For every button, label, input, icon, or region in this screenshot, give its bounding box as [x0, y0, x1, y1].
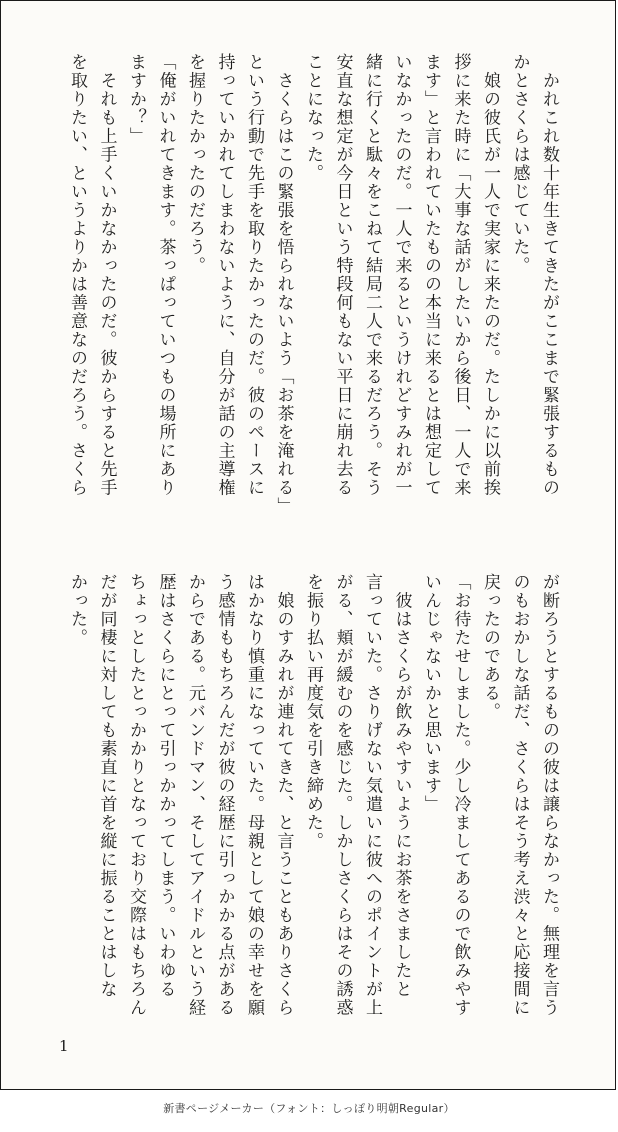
- page-number: 1: [59, 1037, 69, 1055]
- lower-text-block: [62, 573, 564, 1053]
- text-column: 緒に行くと駄々をこねて結局二人で来るだろう。そう: [362, 53, 382, 497]
- text-column: を握りたかったのだろう。: [185, 53, 205, 275]
- text-column: からである。元バンドマン、そしてアイドルという経: [185, 573, 205, 1017]
- text-column: 娘の彼氏が一人で実家に来たのだ。たしかに以前挨: [480, 53, 500, 497]
- text-column: を取りたい、というよりかは善意なのだろう。さくら: [67, 53, 87, 497]
- text-column: 「俺がいれてきます。茶っぱっていつもの場所にあり: [155, 53, 176, 497]
- text-column: いんじゃないかと思います」: [421, 573, 441, 814]
- text-column: 歴はさくらにとって引っかかってしまう。いわゆる: [155, 573, 176, 999]
- text-column: 彼はさくらが飲みやすいようにお茶をさましたと: [391, 573, 412, 999]
- text-column: ことになった。: [303, 53, 323, 183]
- text-column: かれこれ数十年生きてきたがここまで緊張するもの: [539, 53, 559, 497]
- footer-credit: 新書ページメーカー（フォント：しっぽり明朝Regular）: [163, 1102, 455, 1115]
- text-column: 安直な想定が今日という特段何もない平日に崩れ去る: [332, 53, 353, 497]
- text-column: 戻ったのである。: [480, 573, 500, 721]
- text-column: のもおかしな話だ、さくらはそう考え渋々と応接間に: [509, 573, 530, 1017]
- text-column: 娘のすみれが連れてきた、と言うこともありさくら: [273, 573, 294, 1017]
- text-column: がる、頬が緩むのを感じた。しかしさくらはその誘惑: [332, 573, 353, 1017]
- text-column: だが同棲に対しても素直に首を縦に振ることはしな: [96, 573, 117, 999]
- text-column: 言っていた。さりげない気遣いに彼へのポイントが上: [362, 573, 382, 1017]
- text-column: う感情ももちろんだが彼の経歴に引っかかる点がある: [214, 573, 235, 1017]
- text-column: さくらはこの緊張を悟られないよう「お茶を淹れる」: [273, 53, 294, 516]
- text-column: かった。: [67, 573, 87, 647]
- text-column: ますか？」: [126, 53, 146, 146]
- text-column: それも上手くいかなかったのだ。彼からすると先手: [96, 53, 117, 497]
- text-column: 持っていかれてしまわないように、自分が話の主導権: [214, 53, 235, 497]
- text-column: はかなり慎重になっていた。母親として娘の幸せを願: [244, 573, 264, 1017]
- text-column: という行動で先手を取りたかったのだ。彼のペースに: [244, 53, 264, 497]
- text-column: が断ろうとするものの彼は譲らなかった。無理を言う: [539, 573, 559, 1017]
- text-column: いなかったのだ。一人で来るというけれどすみれが一: [391, 53, 412, 497]
- text-column: 拶に来た時に「大事な話がしたいから後日、一人で来: [450, 53, 471, 497]
- text-column: ちょっとしたとっかかりとなっており交際はもちろん: [126, 573, 146, 1017]
- text-column: かとさくらは感じていた。: [509, 53, 530, 275]
- text-column: 「お待たせしました。少し冷ましてあるので飲みやす: [450, 573, 471, 1017]
- text-column: ます」と言われていたものの本当に来るとは想定して: [421, 53, 441, 497]
- text-column: を振り払い再度気を引き締めた。: [303, 573, 323, 851]
- upper-text-block: [62, 53, 564, 533]
